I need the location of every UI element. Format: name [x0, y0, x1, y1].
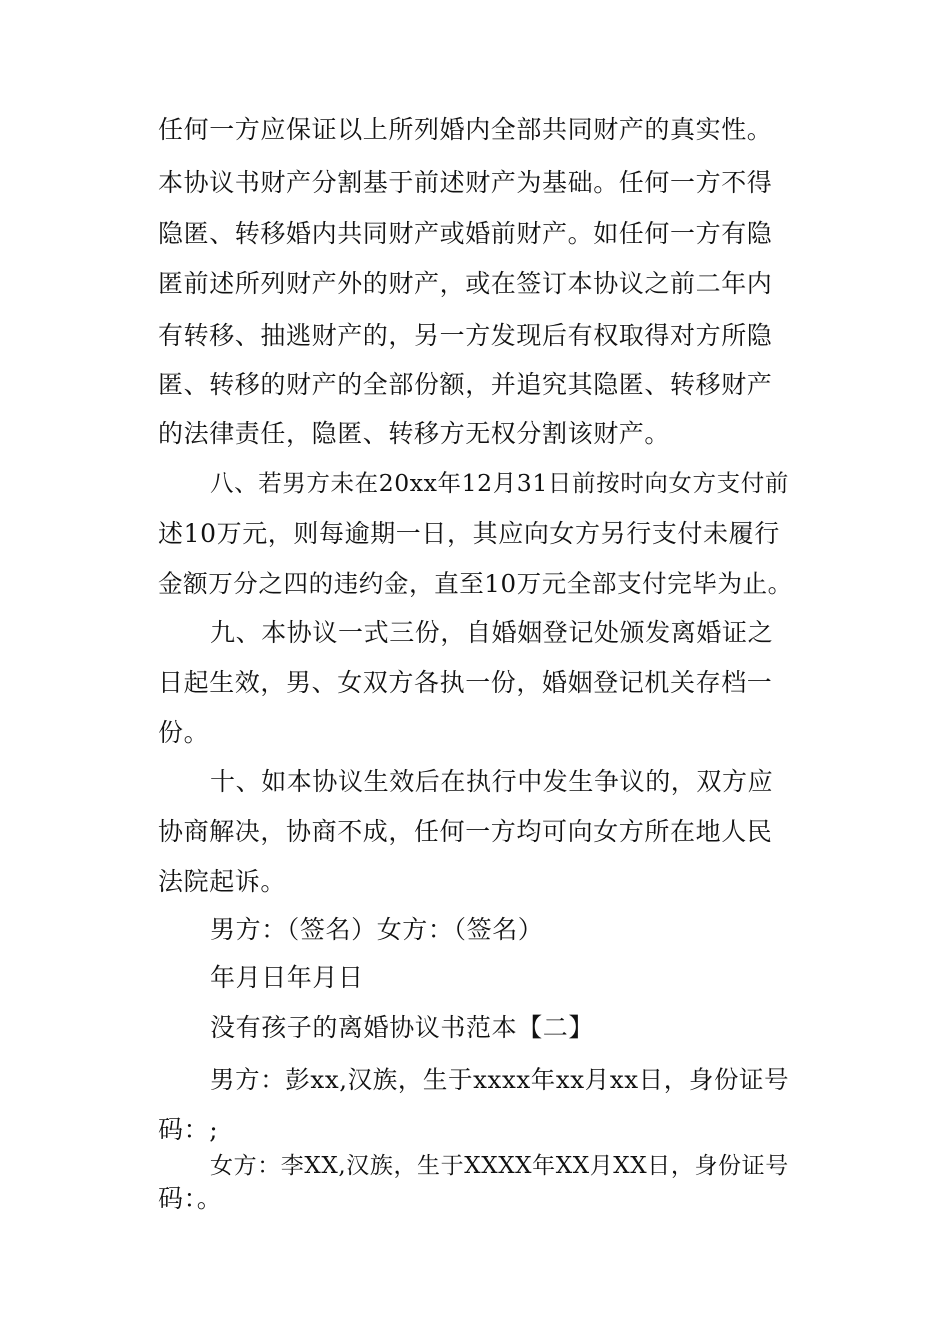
date-line: 年月日年月日: [210, 963, 364, 992]
clause-9-line: 份。: [158, 718, 210, 747]
paragraph-line: 匿前述所列财产外的财产，或在签订本协议之前二年内: [158, 269, 773, 298]
paragraph-line: 任何一方应保证以上所列婚内全部共同财产的真实性。: [158, 115, 773, 144]
paragraph-line: 的法律责任，隐匿、转移方无权分割该财产。: [158, 419, 671, 448]
section-title: 没有孩子的离婚协议书范本【二】: [210, 1013, 595, 1042]
paragraph-line: 隐匿、转移婚内共同财产或婚前财产。如任何一方有隐: [158, 219, 773, 248]
clause-9-line: 九、本协议一式三份，自婚姻登记处颁发离婚证之: [210, 618, 774, 647]
clause-8-line: 述10万元，则每逾期一日，其应向女方另行支付未履行: [158, 519, 780, 548]
paragraph-line: 有转移、抽逃财产的，另一方发现后有权取得对方所隐: [158, 321, 773, 350]
clause-10-line: 协商解决，协商不成，任何一方均可向女方所在地人民: [158, 817, 773, 846]
clause-10-line: 十、如本协议生效后在执行中发生争议的，双方应: [210, 767, 774, 796]
clause-8-line: 金额万分之四的违约金，直至10万元全部支付完毕为止。: [158, 569, 793, 598]
paragraph-line: 本协议书财产分割基于前述财产为基础。任何一方不得: [158, 168, 773, 197]
clause-10-line: 法院起诉。: [158, 867, 287, 896]
clause-9-line: 日起生效，男、女双方各执一份，婚姻登记机关存档一: [158, 668, 773, 697]
female-party-line: 码：。: [158, 1184, 223, 1213]
clause-8-line: 八、若男方未在20xx年12月31日前按时向女方支付前: [210, 469, 789, 497]
female-party-line: 女方：李XX,汉族，生于XXXX年XX月XX日，身份证号: [210, 1153, 789, 1179]
signature-line: 男方：（签名）女方：（签名）: [210, 915, 544, 944]
male-party-line: 码：;: [158, 1115, 219, 1144]
paragraph-line: 匿、转移的财产的全部份额，并追究其隐匿、转移财产: [158, 370, 773, 399]
male-party-line: 男方：彭xx,汉族，生于xxxx年xx月xx日，身份证号: [210, 1065, 790, 1094]
